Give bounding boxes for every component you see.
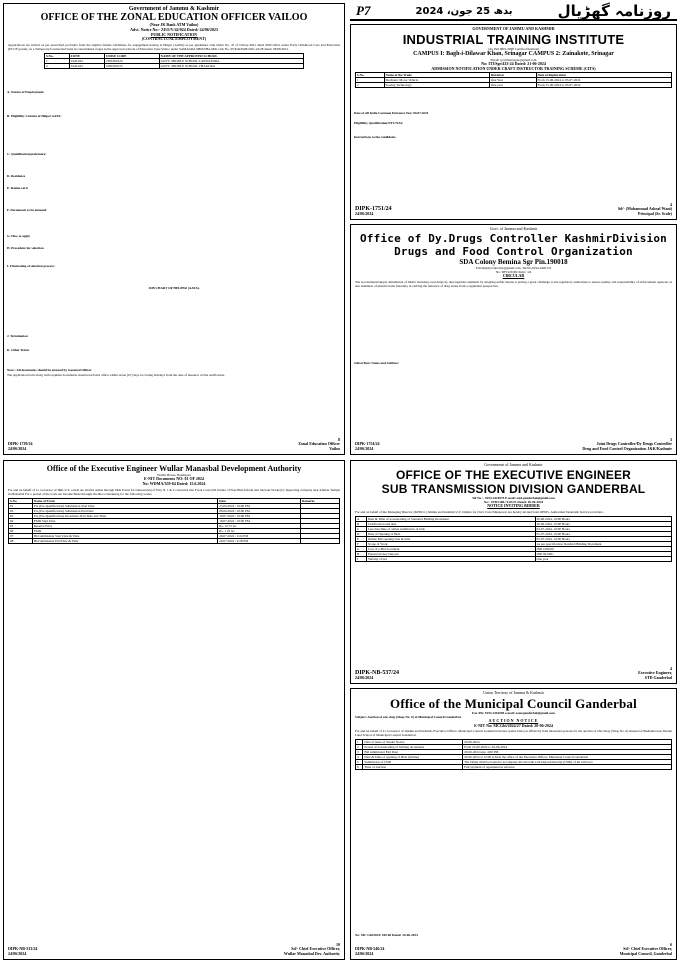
table-cell: 20-06-2024 — [463, 740, 672, 745]
table-cell: Time of Auction — [363, 765, 463, 770]
table-cell: D — [356, 531, 367, 536]
table-cell: Date of Opening of Bids — [366, 531, 535, 536]
table-cell: One year — [535, 556, 671, 561]
table-cell: 1081001024 — [105, 59, 160, 64]
table-row — [45, 64, 304, 69]
table-cell: 5 — [356, 760, 363, 765]
table-cell: INR 1000.00 — [535, 546, 671, 551]
table-cell: I — [356, 556, 367, 561]
ad3-address: SDA Colony Bemina Sgr Pin.190018 — [459, 257, 568, 266]
ad2-notice-no: No: ITI/Sgr/433-24 Dated: 21-06-2024 — [481, 60, 546, 66]
ad5-schedule-table — [355, 516, 672, 562]
section-heading: G. How to apply — [7, 234, 31, 238]
dipk-number: DIPK-NB-537/24 — [355, 670, 399, 677]
table-cell: 6 — [356, 765, 363, 770]
ad1-body — [7, 90, 341, 428]
ad3-title1: Office of Dy.Drugs Controller KashmirDivision — [359, 231, 667, 245]
signatory-title: Principal (Sr. Scale) — [638, 211, 672, 217]
table-header: UDISE CODE — [105, 54, 160, 59]
table-cell: Pre (Pre-Qualification) Document Start Date and Time — [32, 513, 217, 518]
table-cell: 1. — [45, 59, 70, 64]
ad2-body — [354, 111, 673, 193]
table-cell: 26.07.2024 / 2:24 PM — [218, 533, 301, 538]
table-cell: E — [356, 536, 367, 541]
ad4-event-table — [8, 498, 340, 544]
subscribers-line: Subscribers Name and Address: — [354, 361, 400, 365]
ad3-rest — [354, 321, 673, 430]
signatory-place: Vailoo — [329, 446, 340, 452]
signatory-org: Wullar Manasbal Dev. Authority — [283, 951, 340, 957]
masthead-date: بدھ 25 جون، 2024 — [415, 5, 513, 17]
table-cell: 29-06-2024 upto 4:00 PM — [463, 750, 672, 755]
table-row — [9, 538, 340, 543]
signatory: Sd/- (Mohammad Ashraf Wani) — [617, 206, 672, 212]
table-cell: Submission of CDR — [363, 760, 463, 765]
ad5-gov: Government of Jammu and Kashmir — [484, 462, 543, 467]
table-cell: Date of issue of Tender Notice — [363, 740, 463, 745]
table-cell: 1 — [356, 78, 385, 83]
dipk-number: DIPK-1754/24 — [355, 441, 380, 447]
table-cell: 1 — [356, 740, 363, 745]
ad-date: 24/06/2024 — [8, 951, 27, 957]
ad-iti-srinagar — [350, 24, 677, 220]
ad4-enit: E-NIT Documents NO: 01 OF 2024 — [144, 476, 204, 481]
table-row — [356, 83, 672, 88]
table-cell: 2 — [356, 745, 363, 750]
table-cell: VAILOO — [69, 64, 104, 69]
table-cell — [300, 538, 339, 543]
ad-date: 24/06/2024 — [355, 675, 374, 681]
table-cell: Bid submission End Date & Time — [32, 538, 217, 543]
table-cell: Validity of bid — [366, 556, 535, 561]
ad2-iso: (An ISO 9001:2008 Certified Institute) — [487, 46, 540, 51]
section-heading: A. Nature of Employment: — [7, 90, 45, 94]
ad6-title: Office of the Municipal Council Ganderbal — [390, 695, 637, 711]
table-cell: 05-07-2024, 16:00 Hours — [535, 536, 671, 541]
table-cell: Online Bid opening date & time — [366, 536, 535, 541]
ad4-intro: For and on behalf of Lt. Governor of J&K U.T. e-bids are invited online through J&K Portal for Outsourcing of Way N. 1 & 2 converted into Focal Court (till further of Non-Bids Inform and relevant Works) by inspecting company near Aminar Temple in Mansabal For a period of the work are Income Basis through On-line e-Tendering for the following works. — [8, 487, 340, 496]
table-header: NAME OF THE APPROVED SCHOOL — [159, 54, 303, 59]
section-heading: E. Ration card — [7, 186, 28, 190]
ad1-sub: (Near JK Bank ATM Vailoo) — [149, 22, 199, 27]
table-cell: 18.07.2024 / 10:00 PM — [218, 513, 301, 518]
table-cell: GOVT. MIDDLE SCHOOL CHAKURA — [159, 64, 303, 69]
table-cell: G — [356, 546, 367, 551]
table-cell: 25.06.2024 / 10:00 PM — [218, 503, 301, 508]
dipk-number: DIPK-1739/24 — [8, 441, 33, 447]
ad1-intro: Applications are invited as per prescribed proforma from the eligible female candidates for engagement having at Helper (AAYA) as per guidelines vide Order No. 47 of Chiray-2021 dated 09/01/2021 under Early Childhood Care and Education (ECCE) purely on a Temporary/Contractual basis in consolidated wages in the approved schools of Education Zone Vailoo under SAMAGRA SHIKSHA J&K vide No. SS/Edu/PAB/2021-22/28 dated: 06/06/2021. — [8, 43, 340, 52]
table-cell: Date & Time of opening of Bids (Online) — [363, 755, 463, 760]
table-cell: The bidder shall be bound to accompany his bid with Call Deposit Receipt (CDR) of Rs 2.00 lacs — [463, 760, 672, 765]
table-cell: 01 — [9, 503, 33, 508]
section-heading: D. Residence — [7, 174, 26, 178]
table-cell: Period of downloading of bidding documents — [363, 745, 463, 750]
ad6-enit: E-NIT No: MCGbl/2024/27 Dated: 20-06-2024 — [474, 722, 553, 728]
table-cell: 18.07.2024 / 10:00 PM — [218, 518, 301, 523]
table-cell: One year — [489, 83, 536, 88]
table-cell: One Year — [489, 78, 536, 83]
table-cell: 1081001025 — [105, 64, 160, 69]
dipk-number: DIPK-NB-546/24 — [355, 946, 385, 952]
table-cell: Reserve Price — [32, 523, 217, 528]
page-num: 6 — [670, 941, 672, 947]
table-cell: Mechanic Motor Vehicle — [384, 78, 489, 83]
ad3-circular: CIRCULAR — [502, 272, 525, 278]
ad-date: 24/06/2024 — [355, 211, 374, 217]
ad-wullar-manasbal — [3, 460, 345, 960]
table-cell: Bid submission Start Date & Time — [32, 533, 217, 538]
signatory: Sd/- Chief Executive Officer, — [291, 946, 340, 952]
page-num: 10 — [336, 941, 340, 947]
ad3-order: No: DFCO/DDC/Kmr/ /24 — [495, 269, 532, 274]
ad-date: 24/06/2024 — [8, 446, 27, 452]
table-row — [356, 765, 672, 770]
ad1-title: OFFICE OF THE ZONAL EDUCATION OFFICER VAILOO — [40, 12, 308, 23]
table-header: Remarks — [300, 498, 339, 503]
table-row — [356, 556, 672, 561]
table-header: S.No. — [45, 54, 70, 59]
table-cell: 05 — [9, 523, 33, 528]
table-cell: Sewing Technology — [384, 83, 489, 88]
table-header: Name of the Trade — [384, 73, 489, 78]
table-header: Date — [218, 498, 301, 503]
page-num: 3 — [670, 436, 672, 442]
ad2-campus: CAMPUS I: Bagh-i-Dilawar Khan, Srinagar CAMPUS 2: Zainakote, Srinagar — [413, 50, 614, 57]
table-cell: 20-06-2024, 10:00 Hours — [535, 521, 671, 526]
ad5-tel: Tel No.:- 0194-2416979 E-mail: estd.ganderbal@gmail.com — [472, 495, 555, 500]
table-cell: INR 60,000/- — [535, 551, 671, 556]
section-heading: C. Qualification/preference: — [7, 152, 47, 156]
signatory: Joint Drugs Controller/Dy Drugs Controller — [596, 441, 672, 447]
section-heading: B. Eligibility Criteria of Helper AAYA: — [7, 114, 62, 118]
ad-date: 24/06/2024 — [355, 951, 374, 957]
table-cell: Last date/time of online submission of bids — [366, 526, 535, 531]
ad4-address: Wullar House, Bandipora — [157, 473, 191, 477]
table-cell: 08 — [9, 538, 33, 543]
ad5-heading: NOTICE INVITING BIDDER — [487, 502, 540, 508]
signatory: Sd/- Chief Executive Officer, — [623, 946, 672, 952]
eligibility-line: Eligibility Qualification/NTC/NAC — [354, 121, 404, 125]
table-cell: From 15-06-2024 to 03-07-2024 — [536, 83, 672, 88]
signatory: Zonal Education Officer — [298, 441, 340, 447]
table-cell: 07 — [9, 533, 33, 538]
section-heading: I. Fluctuating of selection process: — [7, 264, 56, 268]
table-cell: 06 — [9, 528, 33, 533]
ad2-title: INDUSTRIAL TRAINING INSTITUTE — [402, 31, 625, 47]
table-cell: From 15-06-2024 to 03-07-2024 — [536, 78, 672, 83]
ad1-advt: Advt. Notice No:- ZEO/V/42/024 Dated:-24/06/2023 — [130, 26, 218, 32]
section-heading: F. Documents to be annexed — [7, 208, 47, 212]
masthead — [350, 3, 677, 21]
page-num: 4 — [670, 665, 672, 671]
table-cell: H — [356, 551, 367, 556]
signatory: Executive Engineer, — [638, 670, 672, 676]
table-cell: Bid submission End Date — [363, 750, 463, 755]
table-cell: Earnest money Deposit — [366, 551, 535, 556]
page-marker: P7 — [356, 3, 371, 18]
table-cell: Scope of Work — [366, 541, 535, 546]
table-cell: F — [356, 541, 367, 546]
table-cell: 2. — [45, 64, 70, 69]
dates-line: Date of All India Common Entrance Test: 06.07.2024 — [354, 111, 429, 115]
table-cell: 06.06.2024 / 10:00 PM — [218, 508, 301, 513]
ad2-email: Email: govtitisrinagar@gmail.com — [490, 57, 537, 62]
ad5-title2: SUB TRANSMISSION DIVISION GANDERBAL — [381, 481, 646, 496]
table-cell: Rs. 1.25 lac — [218, 528, 301, 533]
ad6-intro: For and on behalf of Lt. Governor of Jammu and Kashmir, Executive Officer, Municipal Council Ganderbal invites sealed bids (on affidavit) from interested persons for the auction of One Shop (Shop No. 6) situated at Beehama near Dream Land School of Municipal Council Ganderbal. — [355, 729, 672, 738]
ad6-notice: AUCTION NOTICE — [488, 717, 539, 723]
ad1-gov: Government of Jammu & Kashmir — [128, 6, 220, 12]
note-line: Note:- All documents should be attested by Gazetted Officer. — [7, 368, 92, 372]
ad3-email: E.mail@dycontroller@gmail.com, Tel.No.0194-2495131 — [475, 265, 552, 270]
ad5-order: No:- STD/GBL/T-03/21 Dated: 20-06-2024 — [483, 499, 544, 504]
ad1-contractual: (CONTRACTUAL EMPLOYMENT) — [141, 36, 207, 42]
section-heading: J. Termination — [7, 334, 28, 338]
table-cell: 3 — [356, 750, 363, 755]
ad-date: 24/06/2024 — [355, 446, 374, 452]
table-cell: Pre (Pre-Qualification) Submission Start Date — [32, 503, 217, 508]
ad6-schedule-table — [355, 739, 672, 770]
ad6-no-line: No: MC Gbl/2024/ 549-60 Dated: 20-06-2024 — [355, 933, 418, 937]
section-heading: H. Procedure for selection — [7, 246, 44, 250]
ad1-notice: PUBLIC NOTIFICATION — [150, 31, 198, 37]
table-header: ZONE — [69, 54, 104, 59]
table-cell: Full payment of agreement in advance — [463, 765, 672, 770]
table-cell: 04 — [9, 518, 33, 523]
table-cell: C — [356, 526, 367, 531]
dipk-number: DIPK-1751/24 — [355, 206, 392, 213]
table-cell: 04-07-2024, 16:00 Hours — [535, 526, 671, 531]
ad3-body: The Government/supply distribution of J&K's licensing road drugs by unscrupulous elements by adopting unfair means is posing a great challenge to the regulatory authorities to ensure quality and responsibility of enforcement agencies as also members of pharma trade fraternity in curbing the nuisance of drug abuse from a regulation perspective. — [355, 279, 672, 288]
ad-drugs-controller — [350, 224, 677, 455]
ad6-subject: Subject: Auction of one shop (Shop No: 6) of Municipal Council Ganderbal. — [355, 714, 462, 719]
table-cell: Rs. 12.75 lac — [218, 523, 301, 528]
table-cell: Cost of e-Bid document — [366, 546, 535, 551]
ad3-gov: Govt. of Jammu and Kashmir — [489, 226, 538, 231]
ad-zonal-education-vailoo — [3, 3, 345, 455]
table-cell: As per specification Standard Bidding Document — [535, 541, 671, 546]
ad2-heading: ADMISSION NOTIFICATION UNDER CRAFT INSTRUCTOR TRAINING SCHEME (CITS) — [431, 65, 596, 71]
ad6-fax: Fax /Ph: 0194-2416090 e-mail: eomcganderbal@gmail.com — [472, 710, 555, 715]
dipk-number: DIPK-NB-533/24 — [8, 946, 38, 952]
table-cell: 4 — [356, 755, 363, 760]
table-cell: Clarification end date — [366, 521, 535, 526]
signatory-org: Municipal Council, Ganderbal — [619, 951, 672, 957]
ad2-gov: GOVERNMENT OF JAMMU AND KASHMIR — [472, 26, 555, 31]
table-cell: 03 — [9, 513, 33, 518]
signatory-org: Drug and Food Control Organization J&K/Kashmir — [582, 446, 672, 452]
page-num: 4 — [670, 201, 672, 207]
deadline-line: The application form along with requisite documents should reach this office within seven (07) days in closing holidays from the date of issuance of this notification. — [7, 373, 226, 377]
ad6-gov: Union Territory of Jammu & Kashmir — [483, 690, 544, 695]
table-cell: EMD — [32, 528, 217, 533]
table-cell: 02 — [9, 508, 33, 513]
table-cell: B — [356, 521, 367, 526]
table-cell: VAILOO — [69, 59, 104, 64]
ad-municipal-council-ganderbal — [350, 688, 677, 960]
table-header: Date of Registration — [536, 73, 672, 78]
table-cell: From 22-06-2024 to 29-06-2024 — [463, 745, 672, 750]
table-header: S.No — [9, 498, 33, 503]
section-heading: K. Other Terms — [7, 348, 30, 352]
ad4-title: Office of the Executive Engineer Wullar Manasbal Development Authority — [46, 464, 302, 473]
table-cell: 05-07-2024, 16:00 Hours — [535, 531, 671, 536]
table-header: Duration — [489, 73, 536, 78]
ad4-order: No: WDMA/359-64 Dated: 15.6.2024 — [142, 480, 206, 486]
table-cell: 2 — [356, 83, 385, 88]
instructions-line: Instructions to the candidates — [354, 135, 396, 139]
table-header: Name of Event — [32, 498, 217, 503]
ad2-trade-table — [355, 72, 672, 88]
table-cell: 29-06-2024 at 12:00 A.M in the office of the Executive Officer, Municipal Council Ganderbal — [463, 755, 672, 760]
table-cell: 20-06-2024, 10:00 Hours — [535, 516, 671, 521]
table-cell: A — [356, 516, 367, 521]
ad5-title1: OFFICE OF THE EXECUTIVE ENGINEER — [395, 467, 632, 482]
table-cell: 26.07.2024 / 2:28 PM — [218, 538, 301, 543]
job-chart-heading: JOB CHART OF HELPER (AAYA). — [148, 286, 200, 290]
table-cell: Pre (Pre-Qualification) Submission End Date — [32, 508, 217, 513]
table-cell: EMD Start Date — [32, 518, 217, 523]
ad-std-ganderbal — [350, 460, 677, 684]
table-header: S.No — [356, 73, 385, 78]
table-cell: Date & Time of downloading of Standard Bidding Document — [366, 516, 535, 521]
masthead-title: روزنامہ گھڑیال — [557, 2, 671, 20]
ad5-intro: For and on behalf of the Managing Director (KPDCL) Jammu and Kashmir U.T. bidders for Over Crew/Manpower are hereby invited from OEM's, Authorized Dealers& Service providers. — [355, 509, 604, 514]
ad1-school-table — [44, 53, 304, 69]
ad3-title2: Drugs and Food Control Organization — [394, 244, 633, 258]
page-num: 8 — [338, 436, 340, 442]
signatory-org: STD Ganderbal — [644, 675, 672, 681]
table-cell: GOVT. MIDDLE SCHOOL LAWDAPORA — [159, 59, 303, 64]
